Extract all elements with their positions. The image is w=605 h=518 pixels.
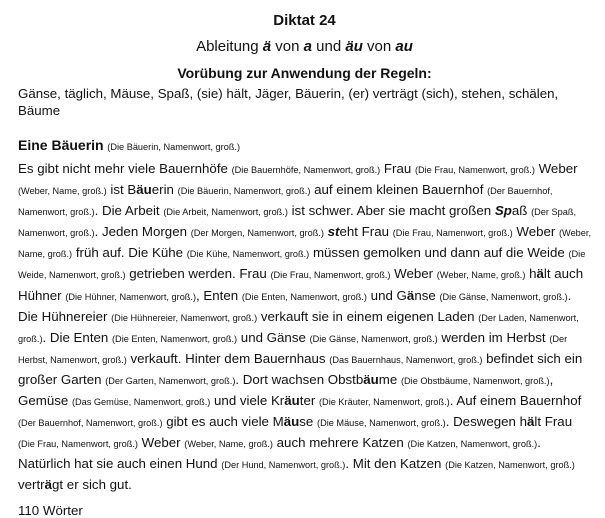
story-text: und viele Kr	[210, 393, 285, 409]
story-text: vertr	[18, 477, 45, 493]
story-text: Weber	[390, 266, 437, 282]
highlighted-letters: ä	[44, 477, 53, 493]
grammar-note: (Die Frau, Namenwort, groß.)	[392, 228, 513, 239]
story-text: . Jeden Morgen	[94, 224, 191, 240]
subtitle-au-umlaut: äu	[345, 38, 363, 55]
story-text: Weber	[512, 224, 559, 240]
grammar-note: (Weber, Name, groß.)	[18, 228, 591, 260]
story-text: , Gemüse	[18, 371, 554, 409]
subtitle-text-4: von	[362, 38, 396, 55]
story-text: aß	[511, 203, 532, 219]
story-text: und G	[366, 287, 407, 303]
story-heading	[18, 137, 591, 153]
highlighted-letters: ä	[527, 414, 535, 430]
story-text: gibt es auch viele M	[162, 414, 284, 430]
story-text: me	[378, 371, 401, 387]
grammar-note: (Die Obstbäume, Namenwort, groß.)	[400, 375, 550, 386]
grammar-note: (Die Bauernhöfe, Namenwort, groß.)	[231, 165, 381, 175]
story-text: verkauft sie in einem eigenen Laden	[257, 308, 479, 324]
grammar-note: (Der Herbst, Namenwort, groß.)	[18, 333, 568, 365]
highlighted-letters: ä	[536, 266, 544, 282]
story-text: erin	[151, 182, 178, 198]
grammar-note: (Das Bauernhaus, Namenwort, groß.)	[329, 354, 483, 365]
grammar-note: (Der Garten, Namenwort, groß.)	[105, 375, 236, 386]
grammar-note: (Das Gemüse, Namenwort, groß.)	[71, 397, 211, 408]
story-text: Frau	[380, 161, 415, 176]
word-list: Gänse, täglich, Mäuse, Spaß, (sie) hält, Jäger, Bäuerin, (er) verträgt (sich), stehen, schälen, Bäume	[18, 86, 559, 118]
story-text: ist schwer. Aber sie macht großen	[287, 203, 495, 219]
story-text: auch mehrere Katzen	[272, 435, 408, 451]
grammar-note: (Die Frau, Namenwort, groß.)	[18, 439, 138, 450]
grammar-note: (Der Bauernhof, Namenwort, groß.)	[18, 186, 553, 218]
story-text: h	[525, 266, 537, 282]
story-text: . Die Hühnereier	[18, 287, 572, 324]
grammar-note: (Weber, Name, groß.)	[18, 186, 107, 197]
subtitle-au: au	[395, 38, 413, 55]
story-text: se	[299, 414, 318, 430]
subtitle-text-1: Ableitung	[196, 38, 263, 55]
story-text: . Die Enten	[42, 329, 112, 345]
grammar-note: (Der Hund, Namenwort, groß.)	[221, 460, 346, 471]
grammar-note: (Der Laden, Namenwort, groß.)	[18, 312, 579, 344]
subtitle-text-3: und	[312, 38, 346, 55]
story-text: früh auf. Die Kühe	[72, 245, 187, 261]
story-text: gt er sich gut.	[52, 477, 132, 493]
grammar-note: (Die Katzen, Namenwort, groß.)	[407, 439, 538, 450]
subtitle	[18, 38, 591, 55]
story-text: . Mit den Katzen	[345, 456, 446, 472]
grammar-note: (Die Hühner, Namenwort, groß.)	[65, 291, 197, 302]
story-text: befindet sich ein großer Garten	[18, 350, 583, 387]
story-title-note: (Die Bäuerin, Namenwort, groß.)	[107, 142, 241, 152]
grammar-note: (Die Weide, Namenwort, groß.)	[18, 249, 586, 281]
highlighted-letters: äu	[283, 414, 300, 430]
story-text: eht Frau	[339, 224, 393, 240]
story-text: . Deswegen h	[445, 414, 527, 430]
story-text: müssen gemolken und dann auf die Weide	[309, 245, 569, 261]
grammar-note: (Die Hühnereier, Namenwort, groß.)	[111, 312, 258, 323]
story-text: und Gänse	[237, 329, 310, 345]
grammar-note: (Die Enten, Namenwort, groß.)	[241, 291, 367, 302]
story-text: verkauft. Hinter dem Bauernhaus	[126, 350, 330, 366]
grammar-note: (Die Bäuerin, Namenwort, groß.)	[177, 186, 311, 197]
grammar-note: (Die Kräuter, Namenwort, groß.)	[319, 397, 450, 408]
grammar-note: (Der Spaß, Namenwort, groß.)	[18, 207, 576, 239]
grammar-note: (Die Arbeit, Namenwort, groß.)	[163, 207, 288, 218]
story-text: , Enten	[196, 287, 242, 303]
grammar-note: (Weber, Name, groß.)	[436, 270, 526, 281]
subtitle-text-2: von	[271, 38, 304, 55]
grammar-note: (Die Katzen, Namenwort, groß.)	[445, 460, 575, 471]
grammar-note: (Die Enten, Namenwort, groß.)	[112, 333, 238, 344]
story-text: auf einem kleinen Bauernhof	[310, 182, 488, 198]
grammar-note: (Die Mäuse, Namenwort, groß.)	[317, 418, 446, 429]
story-text: getrieben werden. Frau	[125, 266, 271, 282]
story-text: ist B	[106, 182, 137, 198]
story-text: nse	[414, 287, 440, 303]
grammar-note: (Die Kühe, Namenwort, groß.)	[186, 249, 310, 260]
story-text: . Natürlich hat sie auch einen Hund	[18, 435, 541, 472]
dictation-text	[18, 159, 591, 495]
story-text: Es gibt nicht mehr viele Bauernhöfe	[18, 161, 232, 176]
highlighted-letters-italic: st	[327, 224, 340, 240]
story-text: . Dort wachsen Obstb	[235, 371, 364, 387]
story-text: Weber	[137, 435, 185, 451]
grammar-note: (Die Gänse, Namenwort, groß.)	[439, 291, 568, 302]
preparation-heading: Vorübung zur Anwendung der Regeln:	[177, 65, 432, 81]
story-text: lt Frau	[534, 414, 573, 430]
grammar-note: (Die Frau, Namenwort, groß.)	[270, 270, 391, 281]
story-text: . Auf einem Bauernhof	[449, 393, 582, 409]
highlighted-letters: äu	[136, 182, 152, 198]
story-title: Eine Bäuerin	[18, 137, 104, 153]
subtitle-a-umlaut: ä	[262, 38, 272, 55]
subtitle-a: a	[303, 38, 312, 55]
highlighted-letters: ä	[406, 287, 415, 303]
story-text: . Die Arbeit	[94, 203, 164, 219]
word-count: 110 Wörter	[18, 502, 83, 518]
grammar-note: (Die Gänse, Namenwort, groß.)	[309, 333, 438, 344]
story-text: lt auch Hühner	[18, 266, 584, 303]
grammar-note: (Die Frau, Namenwort, groß.)	[414, 165, 535, 175]
highlighted-letters-italic: Sp	[494, 203, 512, 219]
highlighted-letters: äu	[363, 371, 379, 387]
highlighted-letters: äu	[284, 393, 300, 409]
story-text: Weber	[534, 161, 578, 176]
story-text: ter	[299, 393, 319, 409]
grammar-note: (Der Bauernhof, Namenwort, groß.)	[18, 418, 163, 429]
page-title: Diktat 24	[273, 12, 336, 29]
grammar-note: (Weber, Name, groß.)	[184, 439, 273, 450]
story-text: werden im Herbst	[437, 329, 550, 345]
grammar-note: (Der Morgen, Namenwort, groß.)	[190, 228, 324, 239]
